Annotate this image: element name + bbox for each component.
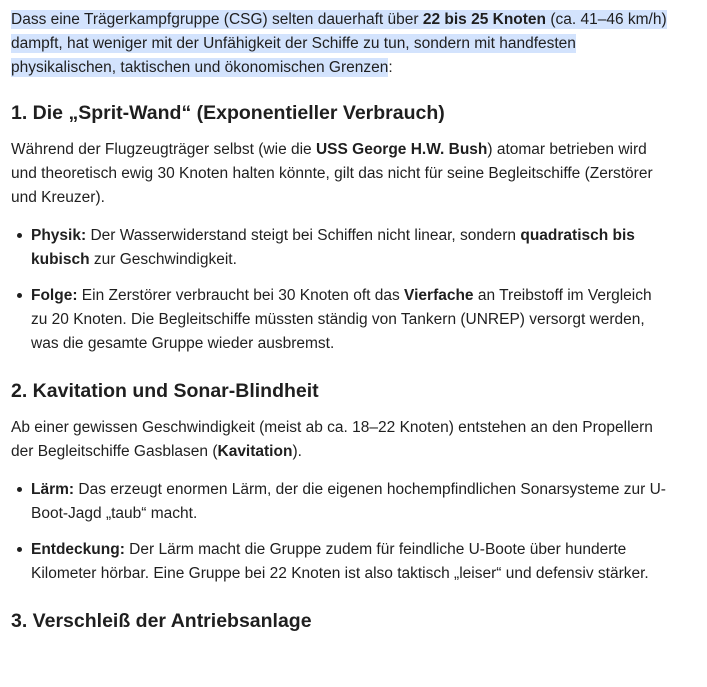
- bullet-icon: [17, 487, 22, 492]
- list-item: Physik: Der Wasserwiderstand steigt bei Schiffen nicht linear, sondern quadratisch bis kubisch zur Geschwindigkeit.: [31, 224, 671, 272]
- section-1-list: [11, 224, 697, 356]
- section-2-paragraph: Ab einer gewissen Geschwindigkeit (meist ab ca. 18–22 Knoten) entstehen an den Propellern der Begleitschiffe Gasblasen (Kavitation).: [11, 419, 653, 460]
- section-heading-1: 1. Die „Sprit-Wand“ (Exponentieller Verbrauch): [11, 102, 445, 124]
- section-heading-2: 2. Kavitation und Sonar-Blindheit: [11, 380, 319, 402]
- list-item: Folge: Ein Zerstörer verbraucht bei 30 Knoten oft das Vierfache an Treibstoff im Vergleich zu 20 Knoten. Die Begleitschiffe müssten ständig von Tankern (UNREP) versorgt werden, was die gesamte Gruppe wieder ausbremst.: [31, 284, 671, 356]
- bullet-icon: [17, 293, 22, 298]
- selected-text[interactable]: Dass eine Trägerkampfgruppe (CSG) selten dauerhaft über 22 bis 25 Knoten (ca. 41–46 km/h) dampft, hat weniger mit der Unfähigkeit der Schiffe zu tun, sondern mit handfesten physikalischen, taktischen und ökonomischen Grenzen: [11, 11, 667, 76]
- bullet-icon: [17, 547, 22, 552]
- list-item: Lärm: Das erzeugt enormen Lärm, der die eigenen hochempfindlichen Sonarsysteme zur U-Boot-Jagd „taub“ macht.: [31, 478, 671, 526]
- section-heading-3: 3. Verschleiß der Antriebsanlage: [11, 610, 312, 632]
- section-2-list: [11, 478, 697, 586]
- list-item: Entdeckung: Der Lärm macht die Gruppe zudem für feindliche U-Boote über hunderte Kilometer hörbar. Eine Gruppe bei 22 Knoten ist also taktisch „leiser“ und defensiv stärker.: [31, 538, 671, 586]
- intro-paragraph[interactable]: Dass eine Trägerkampfgruppe (CSG) selten dauerhaft über 22 bis 25 Knoten (ca. 41–46 km/h) dampft, hat weniger mit der Unfähigkeit der Schiffe zu tun, sondern mit handfesten physikalischen, taktischen und ökonomischen Grenzen:: [11, 11, 667, 76]
- section-1-paragraph: Während der Flugzeugträger selbst (wie die USS George H.W. Bush) atomar betrieben wird und theoretisch ewig 30 Knoten halten könnte, gilt das nicht für seine Begleitschiffe (Zerstörer und Kreuzer).: [11, 141, 653, 206]
- bullet-icon: [17, 233, 22, 238]
